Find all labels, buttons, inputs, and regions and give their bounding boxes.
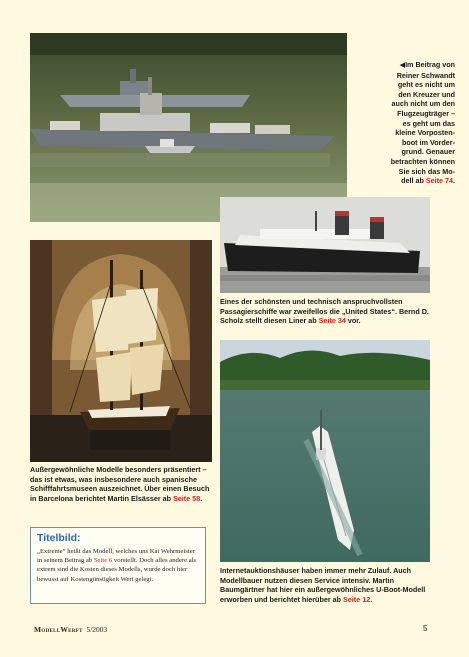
submarine-model-photo [220,340,430,562]
issue-number: 5/2003 [86,625,108,634]
warships-caption: ◀Im Beitrag von Reiner Schwandt geht es nicht um den Kreuzer und auch nicht um den Flugzeugträger – es geht um das kleine Vorposten- boot im Vorder- grund. Genauer betrachten können Sie sich das Mo- dell ab Seite 74. [390,60,455,186]
left-triangle-icon: ◀ [399,62,406,69]
warships-caption-line: dell ab [401,176,426,186]
warships-caption-line: grund. Genauer [401,147,455,157]
page-number: 5 [423,624,428,633]
cover-image-box [30,527,206,604]
magazine-name: ModellWerft [34,625,83,634]
warships-caption-line: betrachten können [390,156,455,166]
ocean-liner-photo [220,197,430,293]
footer-magazine-issue [34,625,107,634]
uboat-caption: Internetauktionshäuser haben immer mehr Zulauf. Auch Modellbauer nutzen diesen Service intensiv. Martin Baumgärtner hat hier ein außergewöhnliches U-Boot-Modell erworben und berichtet hierüber ab Seite 12. [220,566,426,604]
museum-caption: Außergewöhnliche Modelle besonders präsentiert – das ist etwas, was insbesondere auch spanische Schifffahrtsmuseen auszeichnet. Über einen Besuch in Barcelona berichtet Martin Elsässer ab Seite 58. [30,465,210,503]
warships-caption-line: Im Beitrag von [405,60,455,69]
warships-caption-line: es geht um das [402,118,455,128]
cover-image-text: „Extreme“ heißt das Modell, welches uns Kai Wehrmeister in seinem Beitrag ab Seite 6 vorstellt. Doch alles andere als extrem sind die Kosten dieses Modells, wurde doch hier bewusst auf Kostengünstigkeit Wert gelegt. [37,548,197,583]
warships-caption-line: auch nicht um den [391,99,455,109]
warships-caption-line: Reiner Schwandt [396,70,455,80]
liner-caption: Eines der schönsten und technisch anspruchvollsten Passagierschiffe war zweifellos die „United States“. Bernd D. Scholz stellt diesen Liner ab Seite 34 vor. [220,297,429,326]
page-reference: Seite 6 [93,557,113,565]
warships-caption-line: Sie sich das Mo- [398,166,455,176]
warships-caption-line: kleine Vorposten- [395,128,455,138]
page-reference: Seite 12 [343,594,371,604]
page-reference: Seite 34 [318,316,346,326]
page-reference: Seite 74 [425,176,453,186]
warships-caption-line: boot im Vorder- [402,137,455,147]
warships-caption-line: den Kreuzer und [398,89,455,99]
warship-models-photo [30,33,347,222]
warships-caption-line: Flugzeugträger – [397,108,455,118]
page-reference: Seite 58 [173,493,201,503]
warships-caption-line: geht es nicht um [397,80,455,90]
museum-sailing-ship-photo [30,240,212,462]
cover-image-heading: Titelbild: [37,532,81,544]
